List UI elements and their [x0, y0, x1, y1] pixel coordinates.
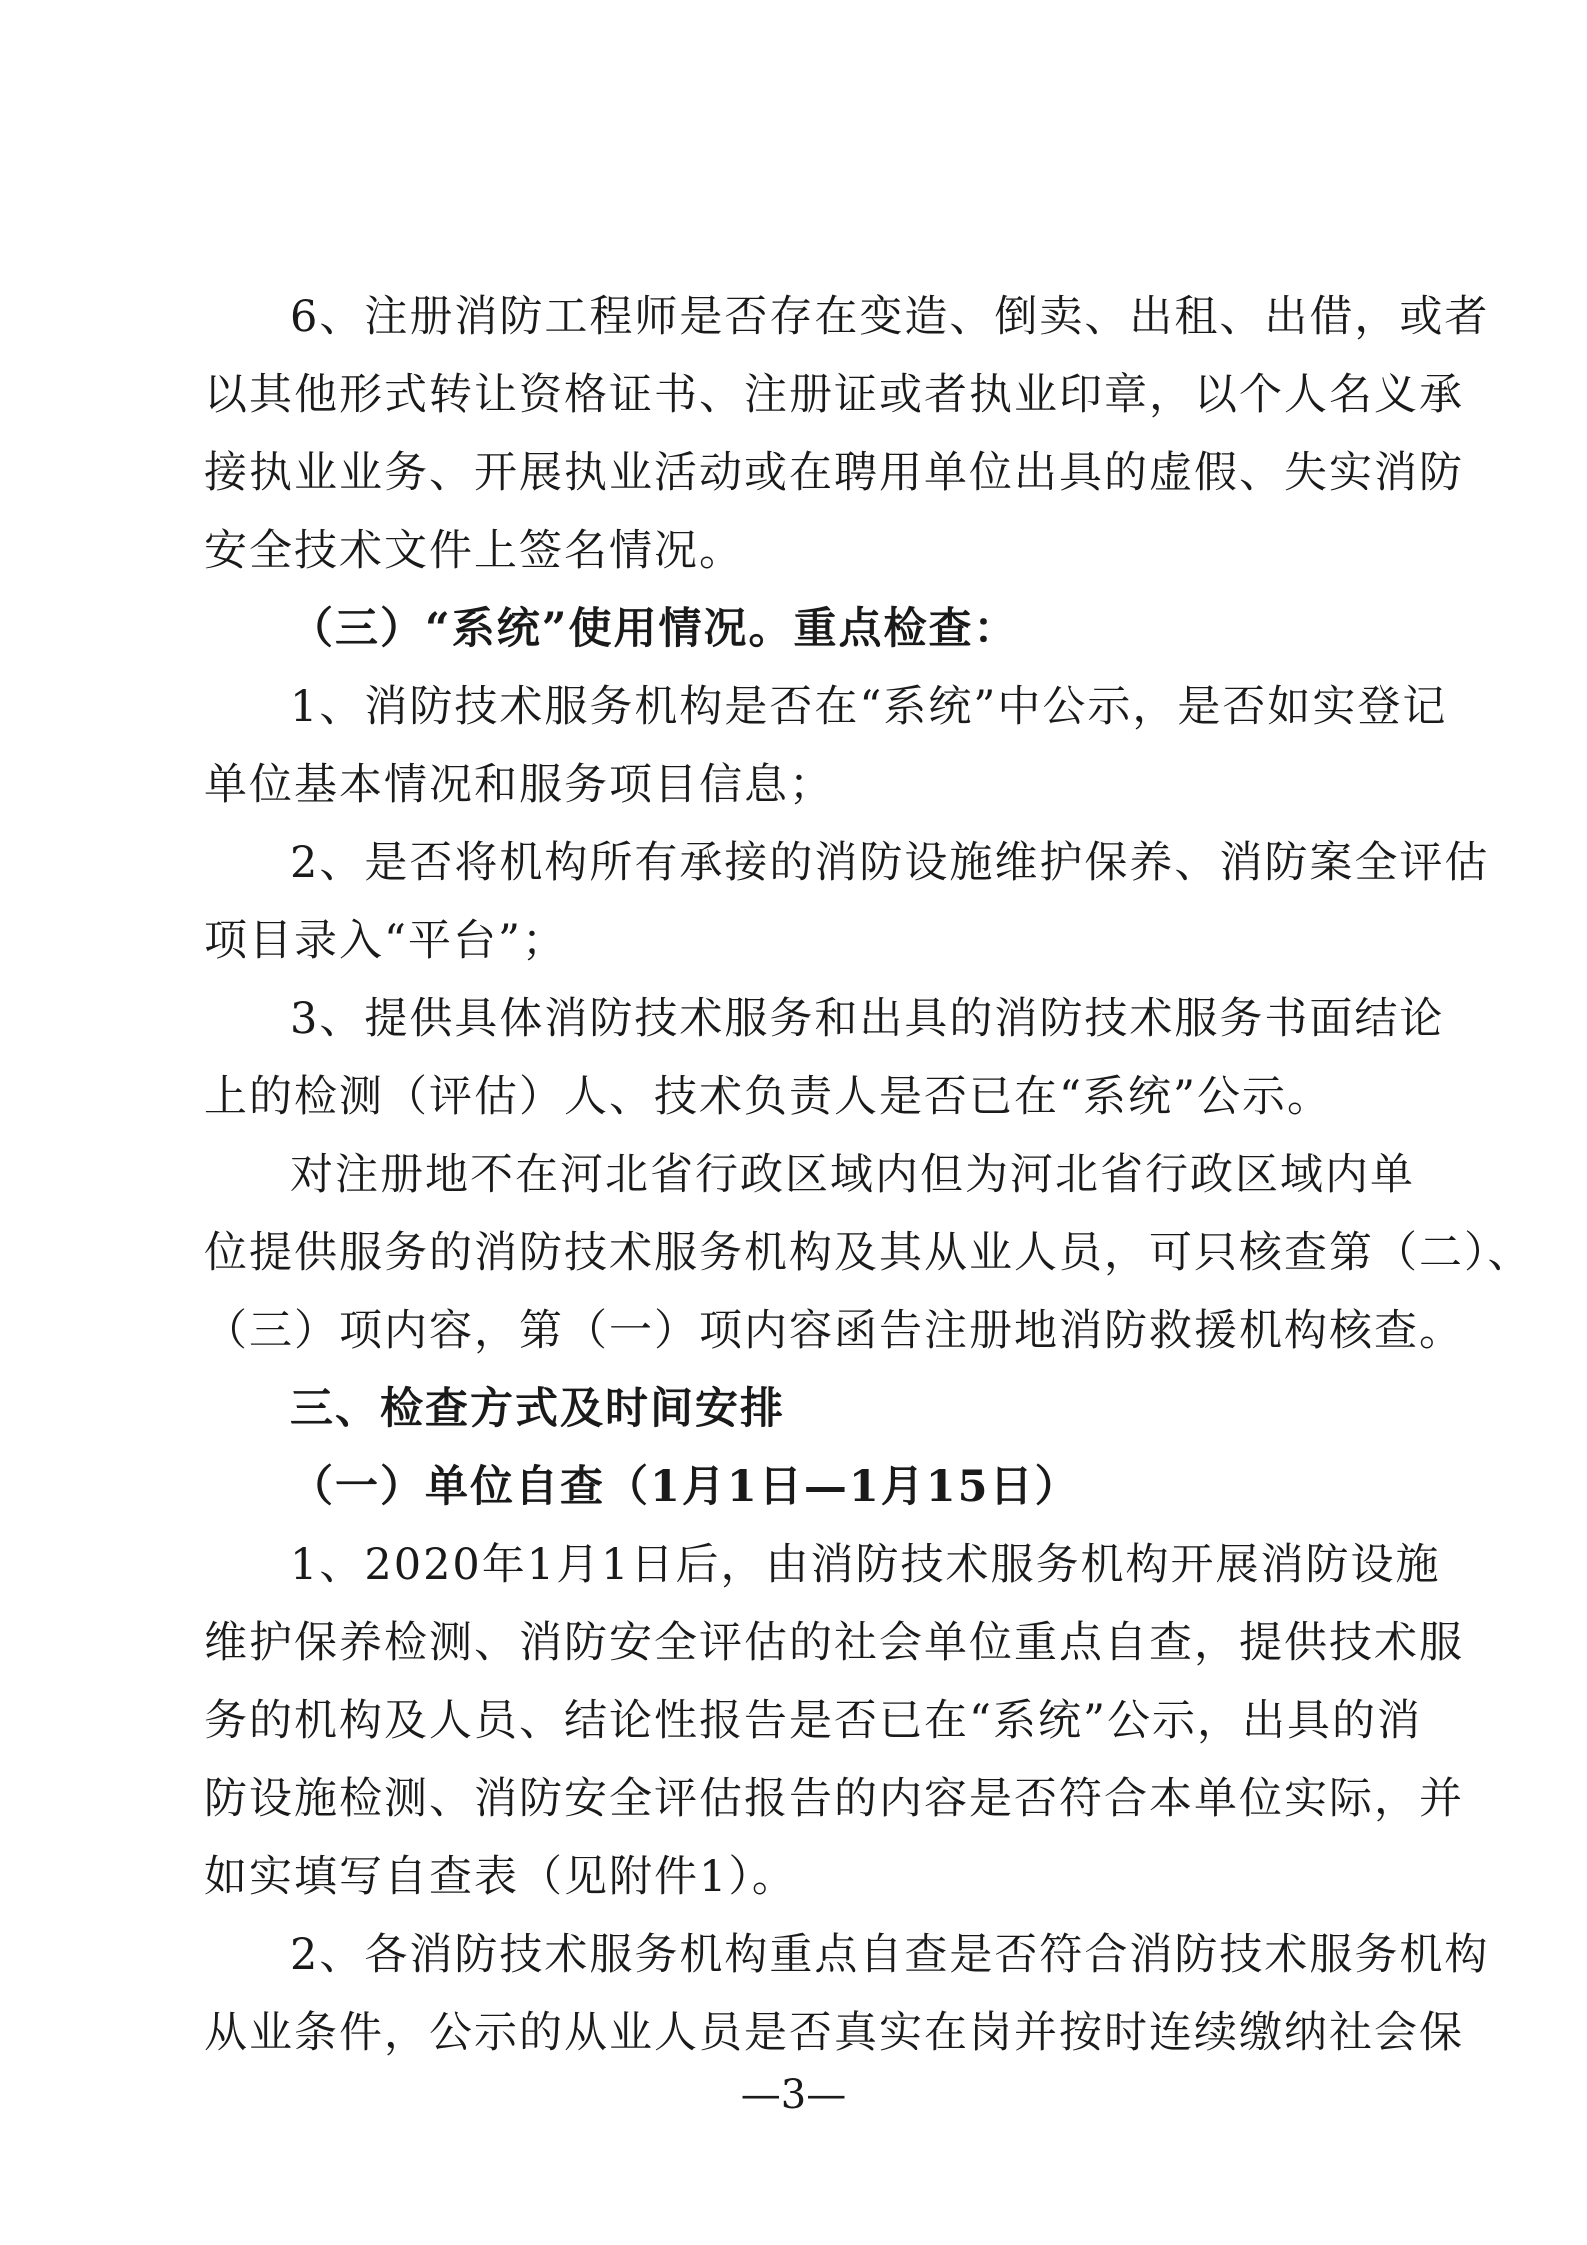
paragraph-line: 6、注册消防工程师是否存在变造、倒卖、出租、出借，或者 [290, 292, 1490, 342]
paragraph-line: 3、提供具体消防技术服务和出具的消防技术服务书面结论 [290, 994, 1445, 1044]
paragraph-line: 上的检测（评估）人、技术负责人是否已在“系统”公示。 [204, 1072, 1332, 1122]
paragraph-line: 1、2020年1月1日后，由消防技术服务机构开展消防设施 [290, 1540, 1441, 1590]
paragraph-line: 对注册地不在河北省行政区域内但为河北省行政区域内单 [290, 1150, 1415, 1200]
paragraph-line: （三）项内容，第（一）项内容函告注册地消防救援机构核查。 [204, 1306, 1464, 1356]
body-text [204, 278, 1533, 2072]
paragraph-line: 如实填写自查表（见附件1）。 [204, 1852, 797, 1902]
paragraph-line: 以其他形式转让资格证书、注册证或者执业印章，以个人名义承 [204, 370, 1464, 420]
subheading-line: （一）单位自查（1月1日—1月15日） [290, 1462, 1080, 1512]
paragraph-line: 务的机构及人员、结论性报告是否已在“系统”公示，出具的消 [204, 1696, 1422, 1746]
paragraph-line: 安全技术文件上签名情况。 [204, 526, 744, 576]
paragraph-line: 单位基本情况和服务项目信息； [204, 760, 834, 810]
paragraph-line: 防设施检测、消防安全评估报告的内容是否符合本单位实际，并 [204, 1774, 1464, 1824]
paragraph-line: 项目录入“平台”； [204, 916, 567, 966]
subheading-line: （三）“系统”使用情况。重点检查： [290, 604, 1019, 654]
paragraph-line: 维护保养检测、消防安全评估的社会单位重点自查，提供技术服 [204, 1618, 1464, 1668]
paragraph-line: 2、是否将机构所有承接的消防设施维护保养、消防案全评估 [290, 838, 1490, 888]
paragraph-line: 位提供服务的消防技术服务机构及其从业人员，可只核查第（二）、 [204, 1228, 1533, 1278]
paragraph-line: 接执业业务、开展执业活动或在聘用单位出具的虚假、失实消防 [204, 448, 1464, 498]
page-number: —3— [740, 2072, 847, 2118]
paragraph-line: 1、消防技术服务机构是否在“系统”中公示，是否如实登记 [290, 682, 1448, 732]
paragraph-line: 从业条件，公示的从业人员是否真实在岗并按时连续缴纳社会保 [204, 2008, 1464, 2058]
section-heading: 三、检查方式及时间安排 [290, 1384, 785, 1434]
paragraph-line: 2、各消防技术服务机构重点自查是否符合消防技术服务机构 [290, 1930, 1490, 1980]
